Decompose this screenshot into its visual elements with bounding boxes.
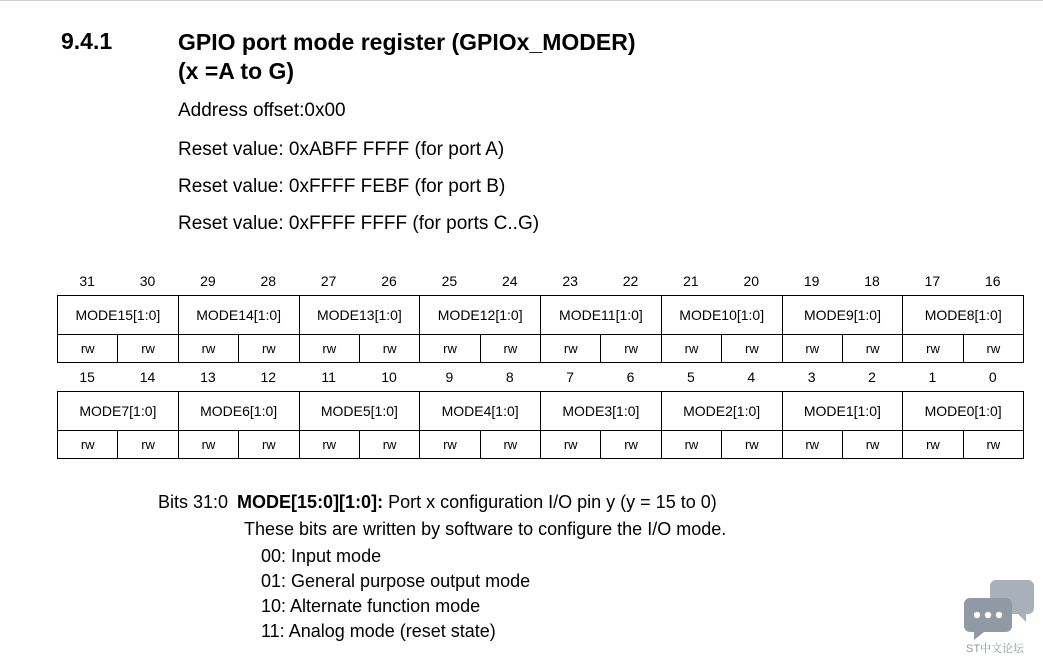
register-field: MODE8[1:0] xyxy=(903,296,1024,335)
access-type: rw xyxy=(963,335,1023,363)
access-type: rw xyxy=(239,431,299,459)
access-type: rw xyxy=(903,335,963,363)
access-type: rw xyxy=(782,335,842,363)
register-field: MODE13[1:0] xyxy=(299,296,420,335)
access-type: rw xyxy=(420,431,480,459)
bit-number: 6 xyxy=(626,369,635,385)
bit-number: 28 xyxy=(260,273,277,289)
bit-number: 16 xyxy=(985,273,1001,289)
register-field: MODE5[1:0] xyxy=(299,392,420,431)
register-field: MODE2[1:0] xyxy=(661,392,782,431)
access-type: rw xyxy=(722,335,782,363)
bit-number: 27 xyxy=(320,273,337,289)
access-type: rw xyxy=(118,431,178,459)
bit-number: 11 xyxy=(321,369,336,385)
register-field: MODE0[1:0] xyxy=(903,392,1024,431)
register-field: MODE1[1:0] xyxy=(782,392,903,431)
field-summary: Port x configuration I/O pin y (y = 15 to 0) xyxy=(383,492,717,512)
section-title xyxy=(178,28,636,86)
access-type: rw xyxy=(601,335,661,363)
mode-option-input: 00: Input mode xyxy=(261,546,382,566)
access-type: rw xyxy=(963,431,1023,459)
bit-number: 5 xyxy=(687,369,695,385)
access-type: rw xyxy=(58,431,118,459)
access-type: rw xyxy=(480,431,540,459)
access-type: rw xyxy=(178,335,238,363)
register-field: MODE12[1:0] xyxy=(420,296,541,335)
access-type: rw xyxy=(722,431,782,459)
access-type: rw xyxy=(480,335,540,363)
access-type: rw xyxy=(541,335,601,363)
register-field: MODE9[1:0] xyxy=(782,296,903,335)
bit-number: 1 xyxy=(928,369,937,385)
register-field: MODE7[1:0] xyxy=(58,392,179,431)
section-title-line2: (x =A to G) xyxy=(178,58,295,84)
bits-range: Bits 31:0 xyxy=(158,492,229,512)
bits-description-detail: These bits are written by software to configure the I/O mode. xyxy=(244,519,727,539)
upper-bit-numbers xyxy=(57,273,1023,293)
bit-number: 31 xyxy=(79,273,95,289)
bit-number: 30 xyxy=(139,273,156,289)
access-type: rw xyxy=(420,335,480,363)
register-table-upper xyxy=(57,295,1024,363)
access-type: rw xyxy=(299,335,359,363)
register-field: MODE6[1:0] xyxy=(178,392,299,431)
reset-value-port-b: Reset value: 0xFFFF FEBF (for port B) xyxy=(178,176,506,197)
section-number: 9.4.1 xyxy=(61,28,113,54)
bit-number: 12 xyxy=(260,369,277,385)
bit-number: 25 xyxy=(441,273,458,289)
page-top-rule xyxy=(0,0,1043,1)
address-offset: Address offset:0x00 xyxy=(178,100,346,121)
bit-number: 10 xyxy=(381,369,397,385)
access-type: rw xyxy=(601,431,661,459)
register-field: MODE14[1:0] xyxy=(178,296,299,335)
register-field: MODE3[1:0] xyxy=(541,392,662,431)
register-field: MODE15[1:0] xyxy=(58,296,179,335)
access-type: rw xyxy=(842,431,902,459)
bit-number: 19 xyxy=(803,273,820,289)
access-type: rw xyxy=(178,431,238,459)
bit-number: 14 xyxy=(139,369,156,385)
register-field: MODE4[1:0] xyxy=(420,392,541,431)
register-table-lower xyxy=(57,391,1024,459)
access-type: rw xyxy=(359,431,419,459)
access-type: rw xyxy=(903,431,963,459)
bit-number: 18 xyxy=(864,273,880,289)
bit-number: 23 xyxy=(562,273,578,289)
access-type: rw xyxy=(842,335,902,363)
bit-number: 21 xyxy=(683,273,699,289)
access-type: rw xyxy=(661,431,721,459)
bit-number: 2 xyxy=(868,369,876,385)
bit-number: 3 xyxy=(807,369,816,385)
mode-option-alternate: 10: Alternate function mode xyxy=(261,596,481,616)
bit-number: 15 xyxy=(79,369,95,385)
mode-option-output: 01: General purpose output mode xyxy=(261,571,531,591)
bit-number: 20 xyxy=(743,273,760,289)
upper-access-row xyxy=(58,335,1024,363)
mode-option-analog: 11: Analog mode (reset state) xyxy=(261,621,496,641)
bit-number: 17 xyxy=(924,273,941,289)
section-title-line1: GPIO port mode register (GPIOx_MODER) xyxy=(178,29,636,55)
bit-number: 13 xyxy=(200,369,216,385)
bit-number: 9 xyxy=(445,369,454,385)
access-type: rw xyxy=(782,431,842,459)
bit-number: 8 xyxy=(505,369,514,385)
bit-number: 0 xyxy=(988,369,997,385)
register-field: MODE11[1:0] xyxy=(541,296,662,335)
bit-number: 4 xyxy=(747,369,756,385)
access-type: rw xyxy=(118,335,178,363)
upper-field-row xyxy=(58,296,1024,335)
reset-value-ports-c-g: Reset value: 0xFFFF FFFF (for ports C..G) xyxy=(178,213,540,234)
bits-description-header xyxy=(158,492,717,513)
access-type: rw xyxy=(299,431,359,459)
lower-bit-numbers xyxy=(57,369,1023,389)
lower-access-row xyxy=(58,431,1024,459)
bit-number: 7 xyxy=(566,369,575,385)
field-name: MODE[15:0][1:0]: xyxy=(237,492,384,512)
watermark-text: ST中文论坛 xyxy=(966,643,1025,655)
access-type: rw xyxy=(661,335,721,363)
reset-value-port-a: Reset value: 0xABFF FFFF (for port A) xyxy=(178,139,505,160)
bit-number: 22 xyxy=(622,273,639,289)
access-type: rw xyxy=(541,431,601,459)
bit-number: 26 xyxy=(381,273,397,289)
bit-number: 24 xyxy=(502,273,518,289)
access-type: rw xyxy=(239,335,299,363)
bit-number: 29 xyxy=(200,273,216,289)
access-type: rw xyxy=(359,335,419,363)
access-type: rw xyxy=(58,335,118,363)
register-field: MODE10[1:0] xyxy=(661,296,782,335)
lower-field-row xyxy=(58,392,1024,431)
